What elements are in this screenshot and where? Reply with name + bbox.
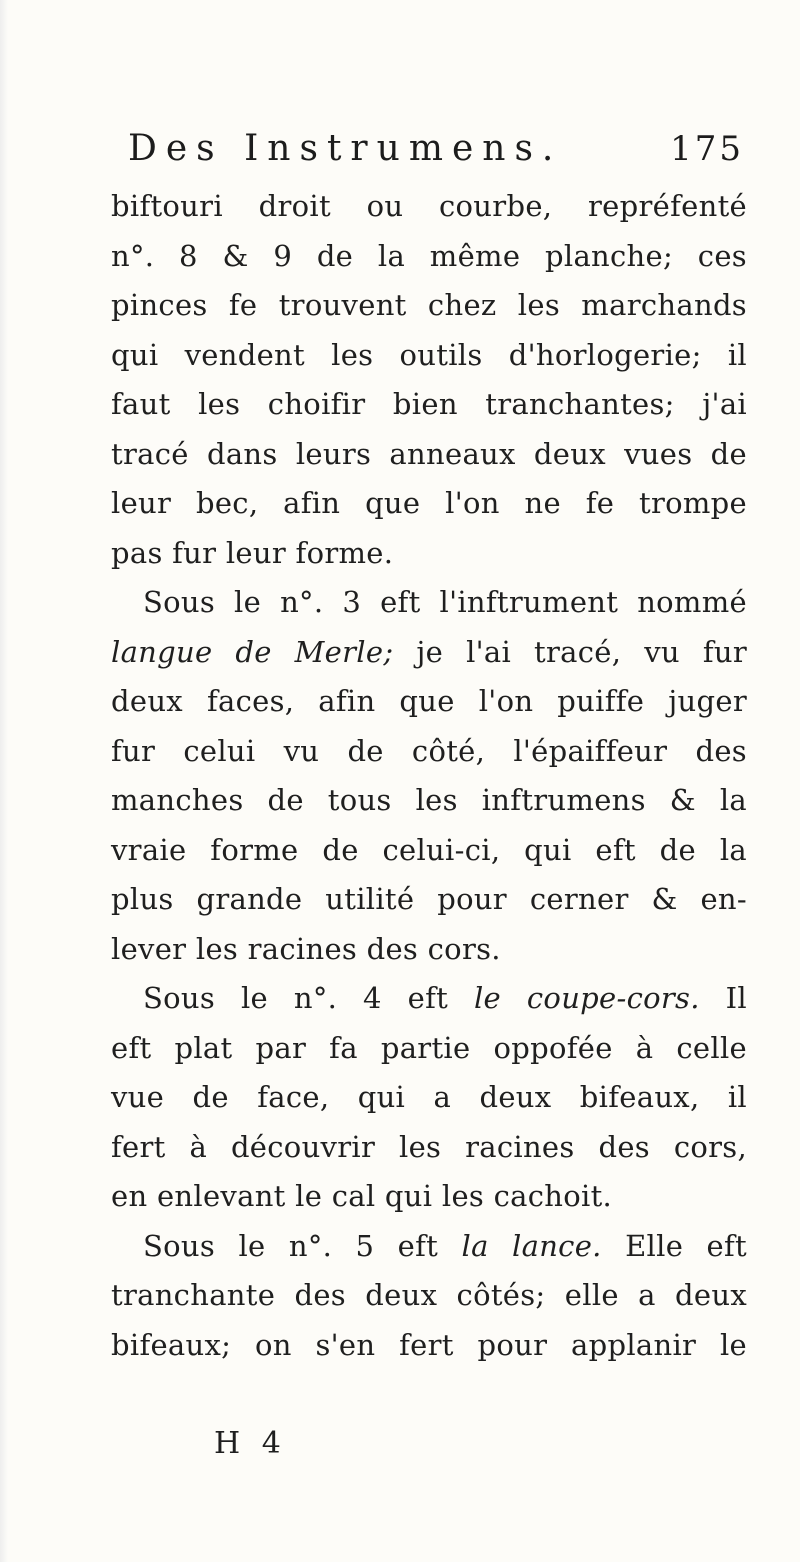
page-number: 175 [670,129,744,169]
text-line: tracé dans leurs anneaux deux vues de [111,436,747,471]
text-line: faut les choifir bien tranchantes; j'ai [111,387,747,421]
text-line: fur celui vu de côté, l'épaiffeur des [111,733,747,768]
text-line: vue de face, qui a deux bifeaux, il [111,1080,747,1114]
page-gutter-shadow [0,0,8,1562]
text-line: pas fur leur forme. [111,535,394,570]
text-line: leur bec, afin que l'on ne fe trompe [111,486,747,520]
running-head [128,128,744,172]
running-head-title: Des Instrumens. [128,128,563,169]
paragraph-start-line: Sous le n°. 5 eft la lance. Elle eft [143,1228,747,1263]
body-text [111,182,747,1370]
text-line: qui vendent les outils d'horlogerie; il [111,337,747,372]
text-line: fert à découvrir les racines des cors, [111,1129,747,1164]
text-line: eft plat par fa partie oppofée à celle [111,1030,747,1065]
paragraph-start-line: Sous le n°. 4 eft le coupe-cors. Il [143,981,747,1015]
text-line: lever les racines des cors. [111,931,501,966]
italic-term: le coupe-cors. [473,981,700,1015]
text-line: bifeaux; on s'en fert pour applanir le [111,1327,747,1362]
text-line: manches de tous les inftrumens & la [111,783,747,817]
italic-term: langue de Merle; [111,634,394,669]
text-line: langue de Merle; je l'ai tracé, vu fur [111,634,747,669]
text-line: biftouri droit ou courbe, repréfenté [111,189,747,223]
text-line: en enlevant le cal qui les cachoit. [111,1179,613,1213]
text-line: tranchante des deux côtés; elle a deux [111,1278,747,1312]
text-line: vraie forme de celui-ci, qui eft de la [111,832,747,867]
text-line: pinces fe trouvent chez les marchands [111,288,747,322]
text-line: deux faces, afin que l'on puiffe juger [111,684,747,718]
text-line: plus grande utilité pour cerner & en- [111,882,747,916]
signature-mark: H 4 [214,1426,287,1461]
paragraph-start-line: Sous le n°. 3 eft l'inftrument nommé [143,585,747,619]
text-line: n°. 8 & 9 de la même planche; ces [111,238,747,273]
italic-term: la lance. [461,1228,602,1263]
